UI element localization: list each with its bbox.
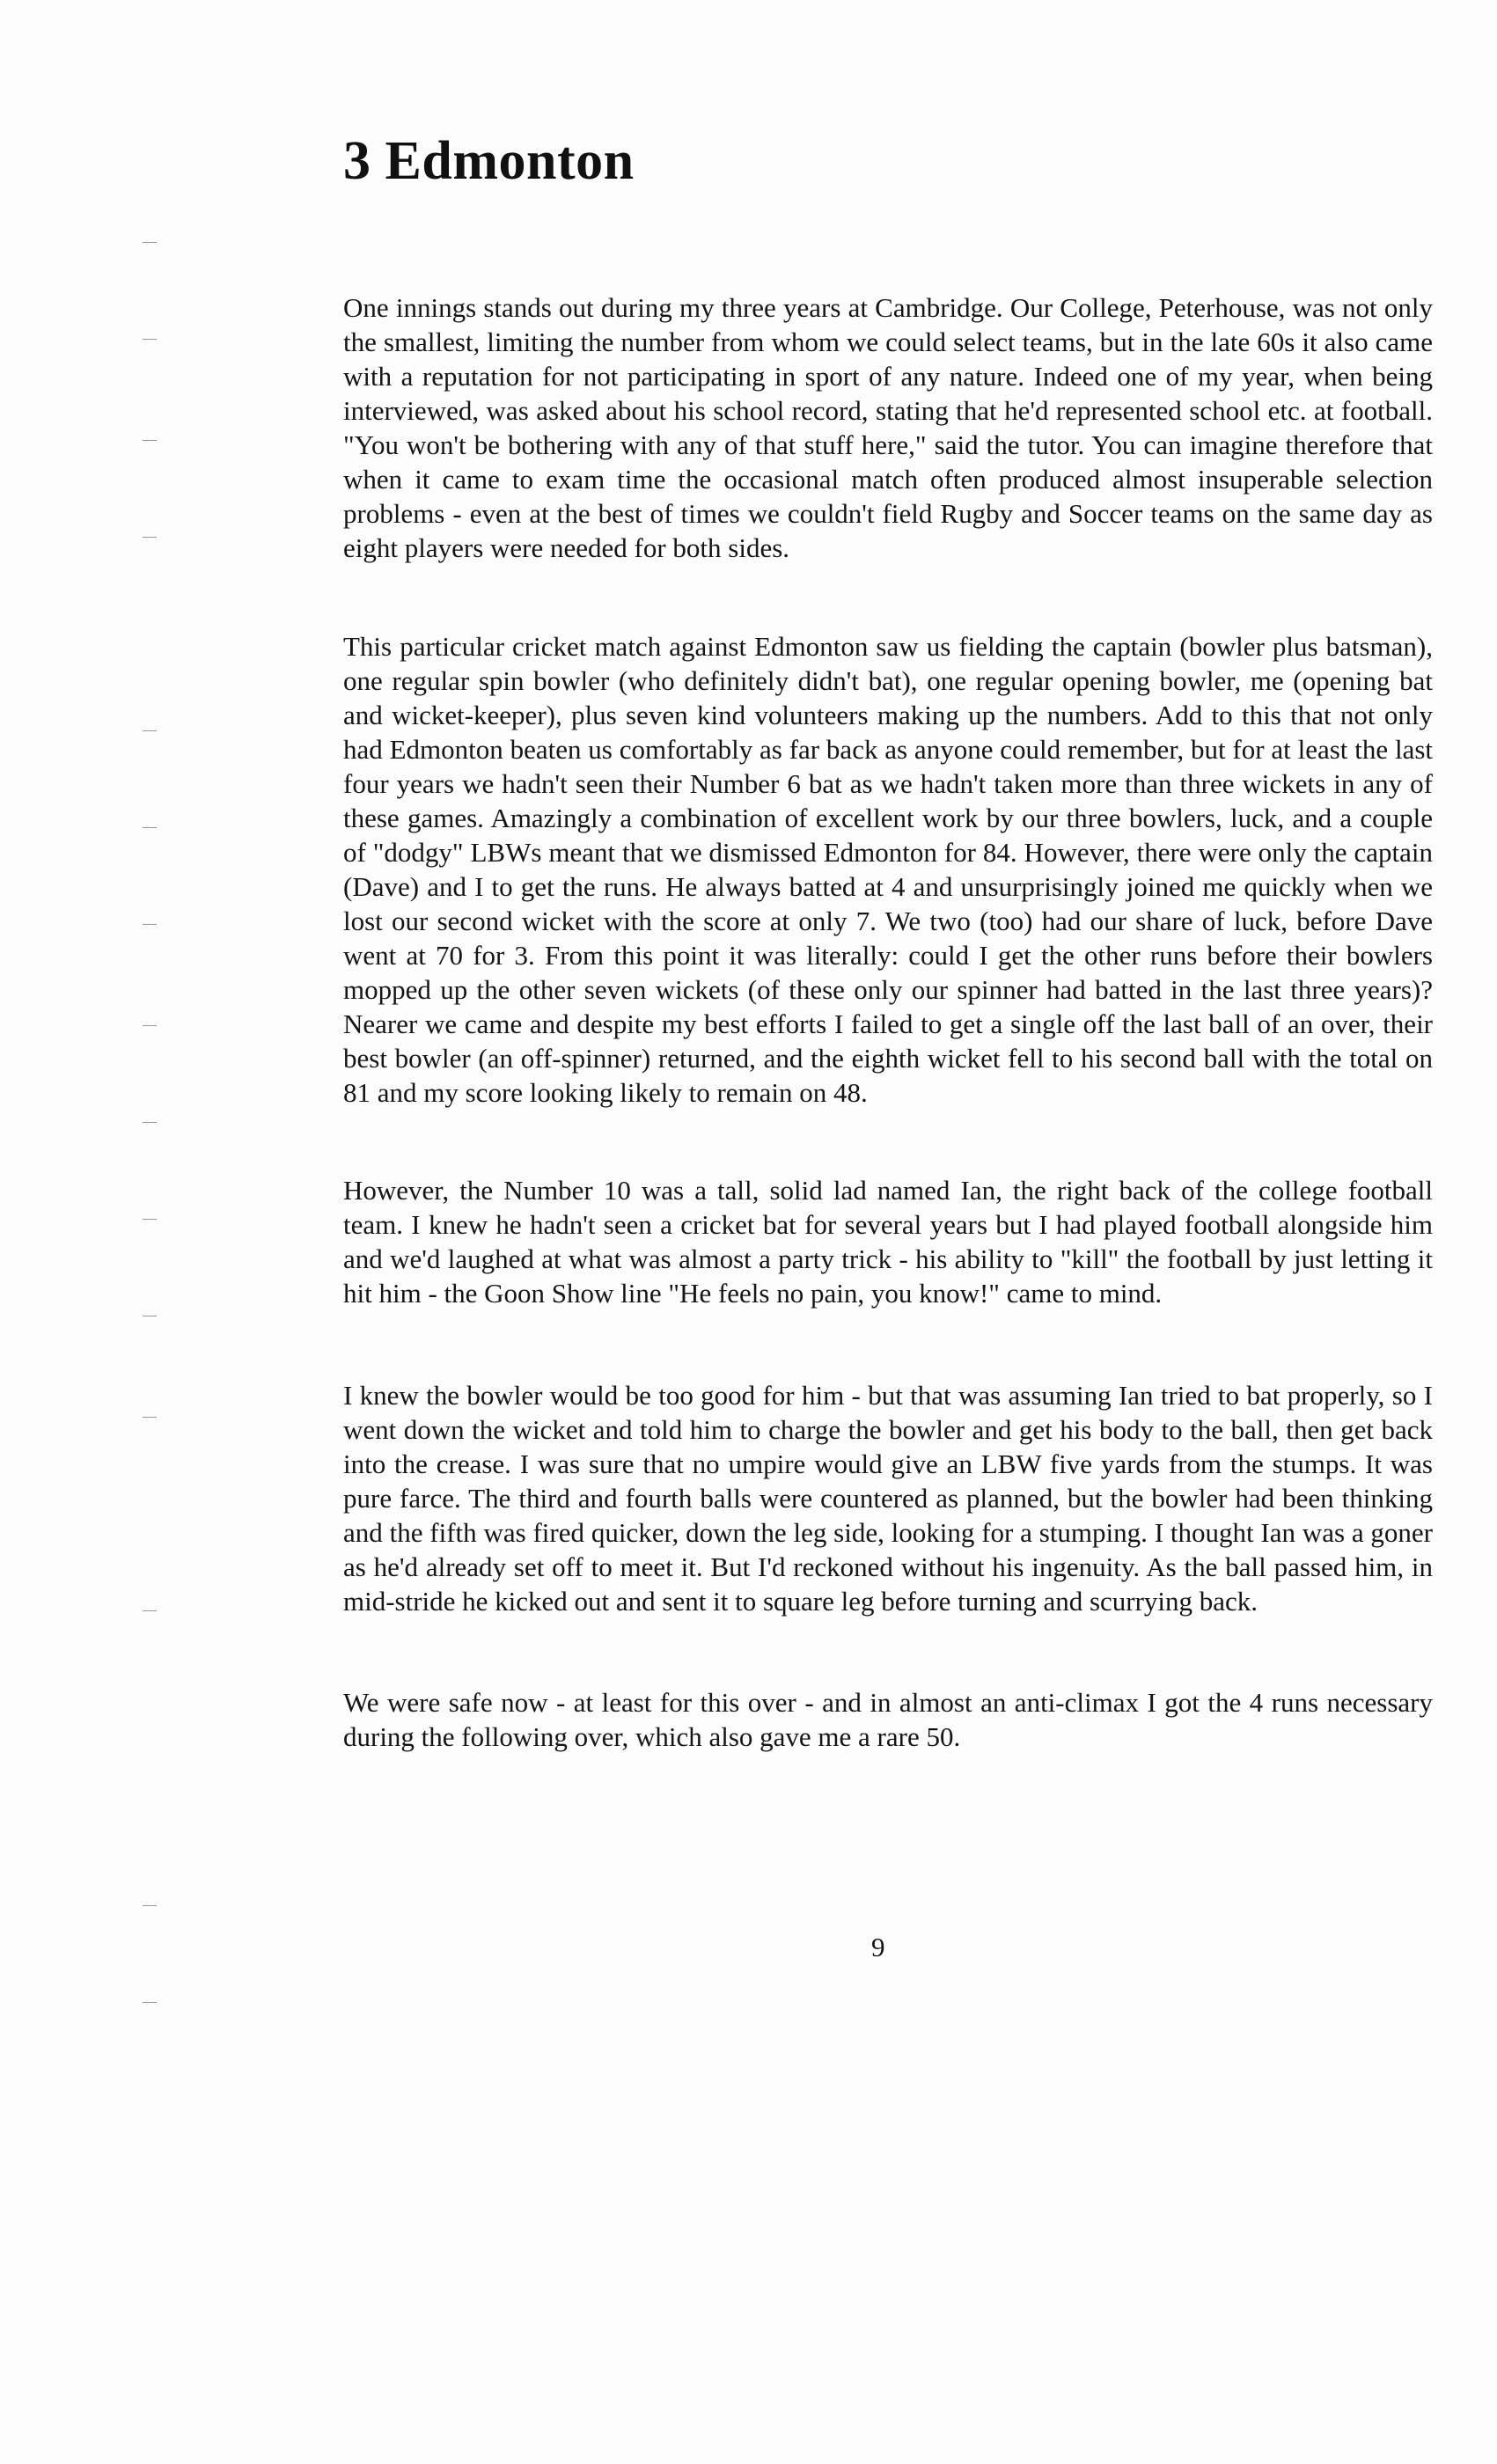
margin-mark — [143, 730, 157, 731]
chapter-title: 3 Edmonton — [343, 131, 635, 191]
margin-mark — [143, 1025, 157, 1026]
margin-mark — [143, 924, 157, 925]
margin-mark — [143, 537, 157, 538]
margin-mark — [143, 1417, 157, 1418]
margin-mark — [143, 1122, 157, 1123]
margin-mark — [143, 339, 157, 340]
page-number: 9 — [871, 1932, 885, 1962]
margin-mark — [143, 242, 157, 243]
paragraph-1: One innings stands out during my three years at Cambridge. Our College, Peterhouse, was not only the smallest, limiting the number from whom we could select teams, but in the late 60s it also came with a reputation for not participating in sport of any nature. Indeed one of my year, when being interviewed, was asked about his school record, stating that he'd represented school etc. at football. "You won't be bothering with any of that stuff here," said the tutor. You can imagine therefore that when it came to exam time the occasional match often produced almost insuperable selection problems - even at the best of times we couldn't field Rugby and Soccer teams on the same day as eight players were needed for both sides. — [343, 292, 1433, 563]
paragraph-4: I knew the bowler would be too good for him - but that was assuming Ian tried to bat properly, so I went down the wicket and told him to charge the bowler and get his body to the ball, then get back into the crease. I was sure that no umpire would give an LBW five yards from the stumps. It was pure farce. The third and fourth balls were countered as planned, but the bowler had been thinking and the fifth was fired quicker, down the leg side, looking for a stumping. I thought Ian was a goner as he'd already set off to meet it. But I'd reckoned without his ingenuity. As the ball passed him, in mid-stride he kicked out and sent it to square leg before turning and scurrying back. — [343, 1380, 1433, 1617]
margin-mark — [143, 1610, 157, 1611]
paragraph-2: This particular cricket match against Edmonton saw us fielding the captain (bowler plus batsman), one regular spin bowler (who definitely didn't bat), one regular opening bowler, me (opening bat and wicket-keeper), plus seven kind volunteers making up the numbers. Add to this that not only had Edmonton beaten us comfortably as far back as anyone could remember, but for at least the last four years we hadn't seen their Number 6 bat as we hadn't taken more than three wickets in any of these games. Amazingly a combination of excellent work by our three bowlers, luck, and a couple of "dodgy" LBWs meant that we dismissed Edmonton for 84. However, there were only the captain (Dave) and I to get the runs. He always batted at 4 and unsurprisingly joined me quickly when we lost our second wicket with the score at only 7. We two (too) had our share of luck, before Dave went at 70 for 3. From this point it was literally: could I get the other runs before their bowlers mopped up the other seven wickets (of these only our spinner had batted in the last three years)? Nearer we came and despite my best efforts I failed to get a single off the last ball of an over, their best bowler (an off-spinner) returned, and the eighth wicket fell to his second ball with the total on 81 and my score looking likely to remain on 48. — [343, 631, 1433, 1108]
margin-mark — [143, 440, 157, 441]
margin-mark — [143, 1219, 157, 1220]
margin-mark — [143, 1905, 157, 1906]
margin-mark — [143, 827, 157, 828]
paragraph-3: However, the Number 10 was a tall, solid lad named Ian, the right back of the college football team. I knew he hadn't seen a cricket bat for several years but I had played football alongside him and we'd laughed at what was almost a party trick - his ability to "kill" the football by just letting it hit him - the Goon Show line "He feels no pain, you know!" came to mind. — [343, 1175, 1433, 1309]
paragraph-5: We were safe now - at least for this over - and in almost an anti-climax I got the 4 runs necessary during the following over, which also gave me a rare 50. — [343, 1687, 1433, 1752]
margin-mark — [143, 2002, 157, 2003]
